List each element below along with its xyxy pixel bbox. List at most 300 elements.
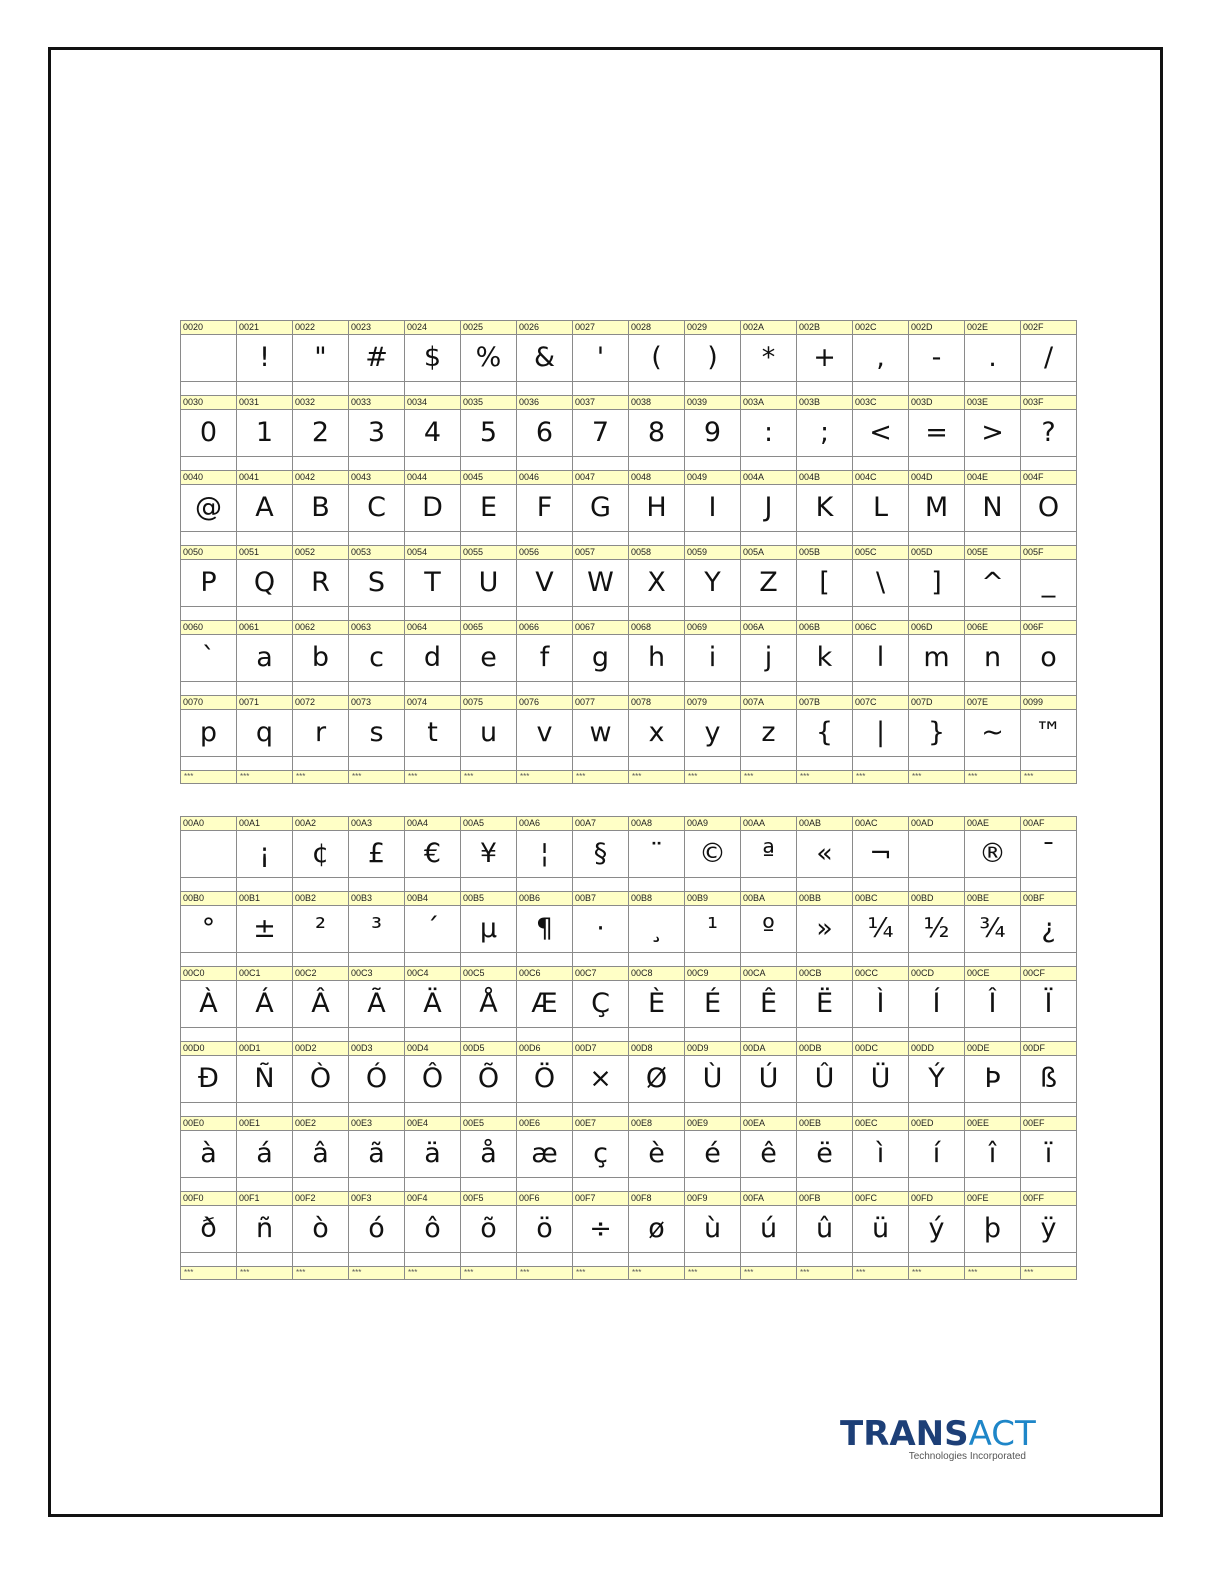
spacer-cell <box>293 382 349 396</box>
code-cell: 006A <box>741 621 797 635</box>
glyph-cell: ® <box>965 831 1021 878</box>
glyph-cell: q <box>237 710 293 757</box>
glyph-cell: è <box>629 1131 685 1178</box>
glyph-row <box>181 710 1077 757</box>
glyph-cell: ¢ <box>293 831 349 878</box>
code-cell: 0029 <box>685 321 741 335</box>
glyph-cell: ¡ <box>237 831 293 878</box>
spacer-cell <box>461 1103 517 1117</box>
spacer-cell <box>461 953 517 967</box>
code-cell: 00F2 <box>293 1192 349 1206</box>
code-cell: 0050 <box>181 546 237 560</box>
glyph-cell: ð <box>181 1206 237 1253</box>
spacer-cell <box>573 607 629 621</box>
code-cell: 0042 <box>293 471 349 485</box>
glyph-row <box>181 560 1077 607</box>
glyph-cell: _ <box>1021 560 1077 607</box>
glyph-cell: î <box>965 1131 1021 1178</box>
footer-cell: *** <box>685 1267 741 1280</box>
spacer-cell <box>349 1178 405 1192</box>
code-cell: 00E8 <box>629 1117 685 1131</box>
code-row <box>181 892 1077 906</box>
glyph-cell: 3 <box>349 410 405 457</box>
code-cell: 0072 <box>293 696 349 710</box>
glyph-cell: U <box>461 560 517 607</box>
code-cell: 00E6 <box>517 1117 573 1131</box>
code-cell: 0022 <box>293 321 349 335</box>
code-cell: 005D <box>909 546 965 560</box>
code-cell: 002D <box>909 321 965 335</box>
spacer-cell <box>293 1178 349 1192</box>
company-logo <box>840 1414 1036 1462</box>
glyph-cell: P <box>181 560 237 607</box>
spacer-cell <box>965 382 1021 396</box>
logo-wordmark <box>840 1414 1036 1454</box>
glyph-cell: 0 <box>181 410 237 457</box>
spacer-cell <box>685 953 741 967</box>
glyph-cell: i <box>685 635 741 682</box>
glyph-cell: µ <box>461 906 517 953</box>
glyph-cell <box>181 831 237 878</box>
glyph-cell: * <box>741 335 797 382</box>
spacer-cell <box>517 1103 573 1117</box>
spacer-row <box>181 607 1077 621</box>
spacer-cell <box>237 757 293 771</box>
code-cell: 0031 <box>237 396 293 410</box>
spacer-cell <box>629 953 685 967</box>
glyph-cell: á <box>237 1131 293 1178</box>
code-cell: 00CF <box>1021 967 1077 981</box>
code-cell: 00D0 <box>181 1042 237 1056</box>
code-cell: 00EC <box>853 1117 909 1131</box>
spacer-cell <box>853 382 909 396</box>
code-cell: 0077 <box>573 696 629 710</box>
code-cell: 0074 <box>405 696 461 710</box>
glyph-cell: ½ <box>909 906 965 953</box>
glyph-cell: I <box>685 485 741 532</box>
spacer-cell <box>349 757 405 771</box>
code-cell: 0099 <box>1021 696 1077 710</box>
spacer-cell <box>517 682 573 696</box>
footer-cell: *** <box>1021 771 1077 784</box>
spacer-cell <box>741 1178 797 1192</box>
code-cell: 0034 <box>405 396 461 410</box>
code-cell: 0076 <box>517 696 573 710</box>
code-cell: 0053 <box>349 546 405 560</box>
glyph-cell: § <box>573 831 629 878</box>
glyph-cell: d <box>405 635 461 682</box>
spacer-cell <box>797 382 853 396</box>
code-cell: 005B <box>797 546 853 560</box>
code-cell: 0048 <box>629 471 685 485</box>
glyph-row <box>181 831 1077 878</box>
spacer-cell <box>405 382 461 396</box>
footer-cell: *** <box>181 771 237 784</box>
code-cell: 00AF <box>1021 817 1077 831</box>
logo-tagline: Technologies Incorporated <box>908 1451 1026 1462</box>
code-cell: 007B <box>797 696 853 710</box>
spacer-cell <box>517 1028 573 1042</box>
code-cell: 00A8 <box>629 817 685 831</box>
code-cell: 00F7 <box>573 1192 629 1206</box>
spacer-cell <box>293 457 349 471</box>
glyph-cell: ¶ <box>517 906 573 953</box>
spacer-cell <box>797 682 853 696</box>
glyph-cell: x <box>629 710 685 757</box>
code-cell: 0026 <box>517 321 573 335</box>
code-cell: 00F9 <box>685 1192 741 1206</box>
spacer-cell <box>1021 953 1077 967</box>
glyph-cell: = <box>909 410 965 457</box>
glyph-cell: + <box>797 335 853 382</box>
code-cell: 00D1 <box>237 1042 293 1056</box>
spacer-cell <box>1021 1178 1077 1192</box>
glyph-cell: ¼ <box>853 906 909 953</box>
glyph-cell: ã <box>349 1131 405 1178</box>
glyph-cell: Ó <box>349 1056 405 1103</box>
footer-cell: *** <box>293 771 349 784</box>
code-cell: 00DE <box>965 1042 1021 1056</box>
code-cell: 00DF <box>1021 1042 1077 1056</box>
code-cell: 00B3 <box>349 892 405 906</box>
glyph-cell: ç <box>573 1131 629 1178</box>
spacer-cell <box>293 607 349 621</box>
glyph-cell: l <box>853 635 909 682</box>
code-cell: 00E1 <box>237 1117 293 1131</box>
code-cell: 006C <box>853 621 909 635</box>
spacer-cell <box>293 1103 349 1117</box>
spacer-cell <box>349 607 405 621</box>
spacer-row <box>181 1178 1077 1192</box>
code-cell: 003C <box>853 396 909 410</box>
glyph-cell: ë <box>797 1131 853 1178</box>
spacer-row <box>181 532 1077 546</box>
code-cell: 0044 <box>405 471 461 485</box>
code-cell: 002C <box>853 321 909 335</box>
code-cell: 0035 <box>461 396 517 410</box>
code-cell: 00A9 <box>685 817 741 831</box>
spacer-cell <box>853 1028 909 1042</box>
glyph-cell: E <box>461 485 517 532</box>
footer-cell: *** <box>573 1267 629 1280</box>
glyph-row <box>181 981 1077 1028</box>
spacer-cell <box>909 953 965 967</box>
glyph-cell: C <box>349 485 405 532</box>
glyph-cell: é <box>685 1131 741 1178</box>
glyph-cell: v <box>517 710 573 757</box>
code-cell: 0033 <box>349 396 405 410</box>
glyph-cell: Ö <box>517 1056 573 1103</box>
glyph-cell: Ü <box>853 1056 909 1103</box>
code-cell: 00B2 <box>293 892 349 906</box>
glyph-cell: Ô <box>405 1056 461 1103</box>
spacer-cell <box>1021 1103 1077 1117</box>
spacer-cell <box>573 1103 629 1117</box>
spacer-cell <box>517 1178 573 1192</box>
spacer-cell <box>517 1253 573 1267</box>
code-cell: 005E <box>965 546 1021 560</box>
footer-cell: *** <box>461 1267 517 1280</box>
code-cell: 004C <box>853 471 909 485</box>
glyph-cell: m <box>909 635 965 682</box>
glyph-cell: Í <box>909 981 965 1028</box>
glyph-cell: þ <box>965 1206 1021 1253</box>
glyph-cell: . <box>965 335 1021 382</box>
code-row <box>181 1117 1077 1131</box>
glyph-cell: ] <box>909 560 965 607</box>
footer-cell: *** <box>853 771 909 784</box>
footer-cell: *** <box>685 771 741 784</box>
code-cell: 0049 <box>685 471 741 485</box>
glyph-cell: Ò <box>293 1056 349 1103</box>
code-cell: 00C3 <box>349 967 405 981</box>
glyph-cell: t <box>405 710 461 757</box>
glyph-cell: ô <box>405 1206 461 1253</box>
code-cell: 002B <box>797 321 853 335</box>
spacer-cell <box>1021 1253 1077 1267</box>
glyph-cell: × <box>573 1056 629 1103</box>
spacer-cell <box>405 878 461 892</box>
glyph-cell: © <box>685 831 741 878</box>
glyph-cell: % <box>461 335 517 382</box>
spacer-cell <box>517 532 573 546</box>
code-cell: 0023 <box>349 321 405 335</box>
spacer-cell <box>797 878 853 892</box>
glyph-cell: ä <box>405 1131 461 1178</box>
spacer-cell <box>181 607 237 621</box>
glyph-cell: Á <box>237 981 293 1028</box>
code-cell: 007A <box>741 696 797 710</box>
spacer-cell <box>181 878 237 892</box>
spacer-cell <box>517 607 573 621</box>
code-cell: 0025 <box>461 321 517 335</box>
spacer-cell <box>181 1178 237 1192</box>
logo-word-bold: TRANS <box>840 1414 969 1454</box>
spacer-cell <box>853 607 909 621</box>
code-cell: 00DB <box>797 1042 853 1056</box>
spacer-cell <box>685 1103 741 1117</box>
glyph-cell: â <box>293 1131 349 1178</box>
glyph-cell: ³ <box>349 906 405 953</box>
glyph-cell: ™ <box>1021 710 1077 757</box>
glyph-cell: € <box>405 831 461 878</box>
code-cell: 00AA <box>741 817 797 831</box>
glyph-cell: Ú <box>741 1056 797 1103</box>
glyph-cell: ^ <box>965 560 1021 607</box>
glyph-cell: > <box>965 410 1021 457</box>
code-cell: 004E <box>965 471 1021 485</box>
glyph-cell: J <box>741 485 797 532</box>
character-table-ascii <box>180 320 1062 784</box>
glyph-cell: · <box>573 906 629 953</box>
spacer-cell <box>741 1253 797 1267</box>
spacer-row <box>181 1028 1077 1042</box>
glyph-cell: ê <box>741 1131 797 1178</box>
code-cell: 00DC <box>853 1042 909 1056</box>
spacer-cell <box>629 1028 685 1042</box>
spacer-cell <box>573 532 629 546</box>
glyph-cell: û <box>797 1206 853 1253</box>
spacer-cell <box>685 607 741 621</box>
spacer-cell <box>741 953 797 967</box>
glyph-cell: ¯ <box>1021 831 1077 878</box>
code-cell: 0073 <box>349 696 405 710</box>
glyph-cell: ¬ <box>853 831 909 878</box>
spacer-cell <box>237 1028 293 1042</box>
glyph-cell: ¦ <box>517 831 573 878</box>
spacer-cell <box>629 878 685 892</box>
glyph-cell: ¹ <box>685 906 741 953</box>
code-cell: 0051 <box>237 546 293 560</box>
code-cell: 0078 <box>629 696 685 710</box>
spacer-cell <box>853 457 909 471</box>
code-cell: 00CC <box>853 967 909 981</box>
code-cell: 00AC <box>853 817 909 831</box>
code-cell: 0027 <box>573 321 629 335</box>
glyph-cell: ¾ <box>965 906 1021 953</box>
glyph-cell: ( <box>629 335 685 382</box>
footer-cell: *** <box>629 1267 685 1280</box>
code-cell: 00B6 <box>517 892 573 906</box>
glyph-cell: $ <box>405 335 461 382</box>
glyph-cell: » <box>797 906 853 953</box>
code-cell: 0059 <box>685 546 741 560</box>
code-cell: 005A <box>741 546 797 560</box>
footer-cell: *** <box>909 771 965 784</box>
glyph-cell: Ø <box>629 1056 685 1103</box>
code-cell: 0071 <box>237 696 293 710</box>
code-cell: 00FE <box>965 1192 1021 1206</box>
spacer-cell <box>293 532 349 546</box>
glyph-cell: Å <box>461 981 517 1028</box>
glyph-cell: f <box>517 635 573 682</box>
code-cell: 0030 <box>181 396 237 410</box>
code-cell: 00EB <box>797 1117 853 1131</box>
code-cell: 00A2 <box>293 817 349 831</box>
spacer-cell <box>909 457 965 471</box>
footer-cell: *** <box>405 771 461 784</box>
glyph-cell: A <box>237 485 293 532</box>
glyph-cell: « <box>797 831 853 878</box>
glyph-cell: 5 <box>461 410 517 457</box>
spacer-cell <box>965 1103 1021 1117</box>
code-cell: 0064 <box>405 621 461 635</box>
code-cell: 00FA <box>741 1192 797 1206</box>
glyph-cell: ó <box>349 1206 405 1253</box>
footer-cell: *** <box>573 771 629 784</box>
code-cell: 003D <box>909 396 965 410</box>
spacer-cell <box>461 1028 517 1042</box>
code-cell: 0055 <box>461 546 517 560</box>
spacer-cell <box>181 757 237 771</box>
glyph-cell: Ð <box>181 1056 237 1103</box>
code-row <box>181 967 1077 981</box>
code-cell: 00A7 <box>573 817 629 831</box>
char-grid <box>180 816 1077 1280</box>
spacer-cell <box>237 1253 293 1267</box>
glyph-cell: ü <box>853 1206 909 1253</box>
glyph-cell: à <box>181 1131 237 1178</box>
footer-cell: *** <box>181 1267 237 1280</box>
code-cell: 0070 <box>181 696 237 710</box>
spacer-cell <box>181 1253 237 1267</box>
code-cell: 00B5 <box>461 892 517 906</box>
spacer-cell <box>405 682 461 696</box>
spacer-cell <box>797 1103 853 1117</box>
spacer-cell <box>181 953 237 967</box>
code-cell: 00C4 <box>405 967 461 981</box>
spacer-cell <box>573 1253 629 1267</box>
code-cell: 0038 <box>629 396 685 410</box>
glyph-cell: c <box>349 635 405 682</box>
code-cell: 00C8 <box>629 967 685 981</box>
glyph-cell: } <box>909 710 965 757</box>
code-cell: 007D <box>909 696 965 710</box>
footer-cell: *** <box>517 1267 573 1280</box>
spacer-cell <box>741 878 797 892</box>
spacer-cell <box>741 1103 797 1117</box>
code-cell: 004D <box>909 471 965 485</box>
code-cell: 00E5 <box>461 1117 517 1131</box>
code-cell: 00E4 <box>405 1117 461 1131</box>
code-cell: 00ED <box>909 1117 965 1131</box>
glyph-cell: ´ <box>405 906 461 953</box>
glyph-cell: / <box>1021 335 1077 382</box>
code-cell: 00BF <box>1021 892 1077 906</box>
code-cell: 002E <box>965 321 1021 335</box>
spacer-cell <box>237 1103 293 1117</box>
spacer-cell <box>181 382 237 396</box>
spacer-cell <box>293 757 349 771</box>
spacer-row <box>181 1103 1077 1117</box>
spacer-cell <box>797 1253 853 1267</box>
code-cell: 0045 <box>461 471 517 485</box>
spacer-cell <box>909 682 965 696</box>
glyph-cell: å <box>461 1131 517 1178</box>
spacer-cell <box>1021 457 1077 471</box>
code-cell: 0063 <box>349 621 405 635</box>
code-row <box>181 1192 1077 1206</box>
spacer-cell <box>741 382 797 396</box>
spacer-cell <box>629 532 685 546</box>
glyph-row <box>181 906 1077 953</box>
spacer-cell <box>349 1253 405 1267</box>
code-cell: 00DA <box>741 1042 797 1056</box>
glyph-cell: O <box>1021 485 1077 532</box>
code-cell: 00C9 <box>685 967 741 981</box>
code-cell: 00BE <box>965 892 1021 906</box>
spacer-cell <box>293 878 349 892</box>
footer-cell: *** <box>965 771 1021 784</box>
footer-row <box>181 1267 1077 1280</box>
spacer-cell <box>685 682 741 696</box>
spacer-cell <box>237 682 293 696</box>
spacer-cell <box>1021 382 1077 396</box>
footer-cell: *** <box>237 1267 293 1280</box>
code-cell: 006E <box>965 621 1021 635</box>
spacer-cell <box>349 1028 405 1042</box>
spacer-cell <box>629 1178 685 1192</box>
spacer-cell <box>853 757 909 771</box>
spacer-cell <box>629 382 685 396</box>
spacer-cell <box>685 757 741 771</box>
glyph-cell: 8 <box>629 410 685 457</box>
code-cell: 0041 <box>237 471 293 485</box>
code-cell: 00B7 <box>573 892 629 906</box>
spacer-cell <box>629 1103 685 1117</box>
footer-cell: *** <box>629 771 685 784</box>
glyph-cell: ) <box>685 335 741 382</box>
